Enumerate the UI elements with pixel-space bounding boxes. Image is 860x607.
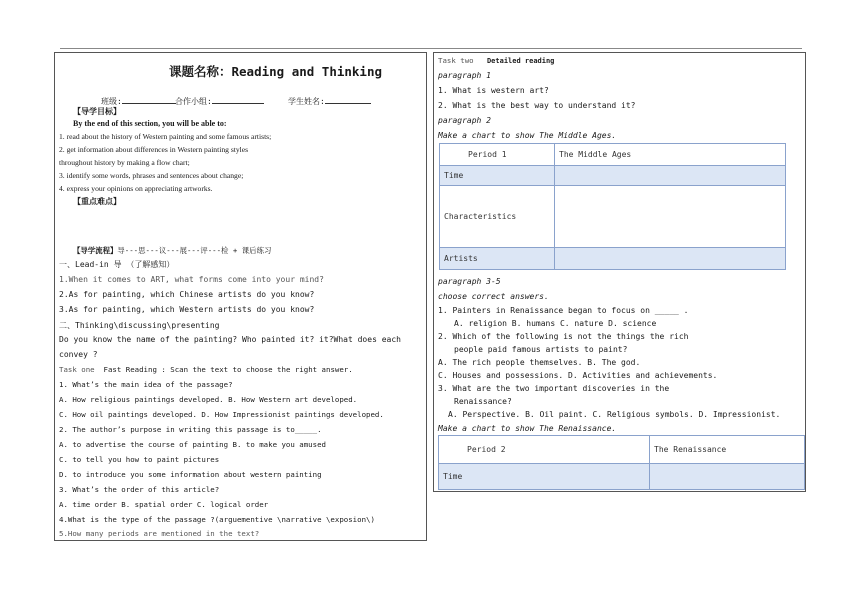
chart-header-row bbox=[440, 144, 786, 166]
mc-question-2-options-ab: A. The rich people themselves. B. The god. bbox=[438, 358, 641, 367]
goals-heading: 【导学目标】 bbox=[73, 107, 121, 116]
mc-question-3-options: A. Perspective. B. Oil paint. C. Religious symbols. D. Impressionist. bbox=[448, 410, 781, 419]
question-2: 2. The author’s purpose in writing this passage is to_____. bbox=[59, 425, 322, 434]
mc-question-1: 1. Painters in Renaissance began to focus on _____ . bbox=[438, 306, 689, 315]
leadin-question-1: 1.When it comes to ART, what forms come into your mind? bbox=[59, 275, 324, 284]
name-label: 学生姓名: bbox=[288, 97, 325, 106]
question-3: 3. What’s the order of this article? bbox=[59, 485, 220, 494]
paragraph-1-question-1: 1. What is western art? bbox=[438, 86, 549, 95]
chart-1-instruction: Make a chart to show The Middle Ages. bbox=[438, 131, 617, 140]
class-label: 班级: bbox=[101, 97, 122, 106]
mc-question-2: 2. Which of the following is not the things the rich bbox=[438, 332, 689, 341]
group-label: 合作小组: bbox=[175, 97, 212, 106]
question-1-options-cd: C. How oil paintings developed. D. How Impressionist paintings developed. bbox=[59, 410, 384, 419]
row-characteristics-label: Characteristics bbox=[440, 186, 555, 248]
leadin-question-2: 2.As for painting, which Chinese artists do you know? bbox=[59, 290, 315, 299]
paragraph-3-5-heading: paragraph 3-5 bbox=[438, 277, 501, 286]
goal-item: throughout history by making a flow chart; bbox=[59, 158, 190, 167]
question-5: 5.How many periods are mentioned in the text? bbox=[59, 529, 260, 538]
question-2-option-c: C. to tell you how to paint pictures bbox=[59, 455, 220, 464]
task-one-title: Fast Reading : Scan the text to choose the right answer. bbox=[103, 365, 353, 374]
chart2-header-row bbox=[439, 436, 805, 464]
chart-row-time bbox=[440, 166, 786, 186]
thinking-question-cont: convey ? bbox=[59, 350, 98, 359]
goal-item: 2. get information about differences in Western painting styles bbox=[59, 145, 249, 154]
name-blank[interactable] bbox=[325, 95, 371, 104]
chart-row-characteristics bbox=[440, 186, 786, 248]
row-time-cell[interactable] bbox=[555, 166, 786, 186]
right-worksheet-panel bbox=[433, 52, 806, 492]
chart-2-instruction: Make a chart to show The Renaissance. bbox=[438, 424, 617, 433]
keypoints-heading: 【重点难点】 bbox=[73, 197, 121, 206]
top-rule bbox=[60, 48, 802, 49]
question-2-option-d: D. to introduce you some information about western painting bbox=[59, 470, 322, 479]
paragraph-2-heading: paragraph 2 bbox=[438, 116, 491, 125]
period-2-name: The Renaissance bbox=[650, 436, 805, 464]
question-1: 1. What’s the main idea of the passage? bbox=[59, 380, 233, 389]
renaissance-chart bbox=[438, 435, 805, 490]
period-1-name: The Middle Ages bbox=[555, 144, 786, 166]
goals-intro: By the end of this section, you will be able to: bbox=[73, 119, 227, 128]
leadin-question-3: 3.As for painting, which Western artists do you know? bbox=[59, 305, 315, 314]
period-2-label: Period 2 bbox=[439, 436, 650, 464]
question-1-options-ab: A. How religious paintings developed. B. How Western art developed. bbox=[59, 395, 358, 404]
group-field bbox=[175, 95, 264, 107]
row-artists-label: Artists bbox=[440, 248, 555, 270]
task-one-line bbox=[59, 365, 353, 374]
row-time-label: Time bbox=[440, 166, 555, 186]
question-4: 4.What is the type of the passage ?(arguementive \narrative \exposion\) bbox=[59, 515, 375, 524]
mc-question-2-options-cd: C. Houses and possessions. D. Activities and achievements. bbox=[438, 371, 718, 380]
name-field bbox=[288, 95, 371, 107]
chart-row-artists bbox=[440, 248, 786, 270]
period-1-label: Period 1 bbox=[440, 144, 555, 166]
goal-item: 4. express your opinions on appreciating artworks. bbox=[59, 184, 213, 193]
middle-ages-chart bbox=[439, 143, 786, 270]
row-artists-cell[interactable] bbox=[555, 248, 786, 270]
leadin-heading: 一、Lead-in 导 （了解感知） bbox=[59, 260, 175, 269]
left-worksheet-panel bbox=[54, 52, 427, 541]
class-blank[interactable] bbox=[122, 95, 176, 104]
process-line bbox=[73, 245, 271, 256]
mc-question-1-options: A. religion B. humans C. nature D. science bbox=[454, 319, 657, 328]
process-heading: 【导学流程】 bbox=[73, 246, 118, 255]
chart2-row-time bbox=[439, 464, 805, 490]
row-time-cell[interactable] bbox=[650, 464, 805, 490]
mc-question-3-cont: Renaissance? bbox=[454, 397, 512, 406]
thinking-heading: 二、Thinking\discussing\presenting bbox=[59, 321, 220, 330]
row-characteristics-cell[interactable] bbox=[555, 186, 786, 248]
page-title: 课题名称：Reading and Thinking bbox=[169, 64, 383, 79]
task-two-label: Task two bbox=[438, 56, 474, 65]
task-one-label: Task one bbox=[59, 365, 95, 374]
task-two-title: Detailed reading bbox=[486, 57, 555, 65]
question-2-options-ab: A. to advertise the course of painting B. to make you amused bbox=[59, 440, 326, 449]
question-3-options: A. time order B. spatial order C. logical order bbox=[59, 500, 269, 509]
paragraph-1-heading: paragraph 1 bbox=[438, 71, 491, 80]
paragraph-1-question-2: 2. What is the best way to understand it? bbox=[438, 101, 636, 110]
process-steps: 导---思---议---展---评---检 + 课后练习 bbox=[117, 246, 272, 255]
mc-question-2-cont: people paid famous artists to paint? bbox=[454, 345, 628, 354]
row-time-label: Time bbox=[439, 464, 650, 490]
goal-item: 1. read about the history of Western painting and some famous artists; bbox=[59, 132, 272, 141]
choose-instruction: choose correct answers. bbox=[438, 292, 549, 301]
thinking-question: Do you know the name of the painting? Who painted it? it?What does each bbox=[59, 335, 401, 344]
goal-item: 3. identify some words, phrases and sentences about change; bbox=[59, 171, 244, 180]
task-two-line bbox=[438, 56, 554, 65]
mc-question-3: 3. What are the two important discoveries in the bbox=[438, 384, 670, 393]
group-blank[interactable] bbox=[212, 95, 264, 104]
